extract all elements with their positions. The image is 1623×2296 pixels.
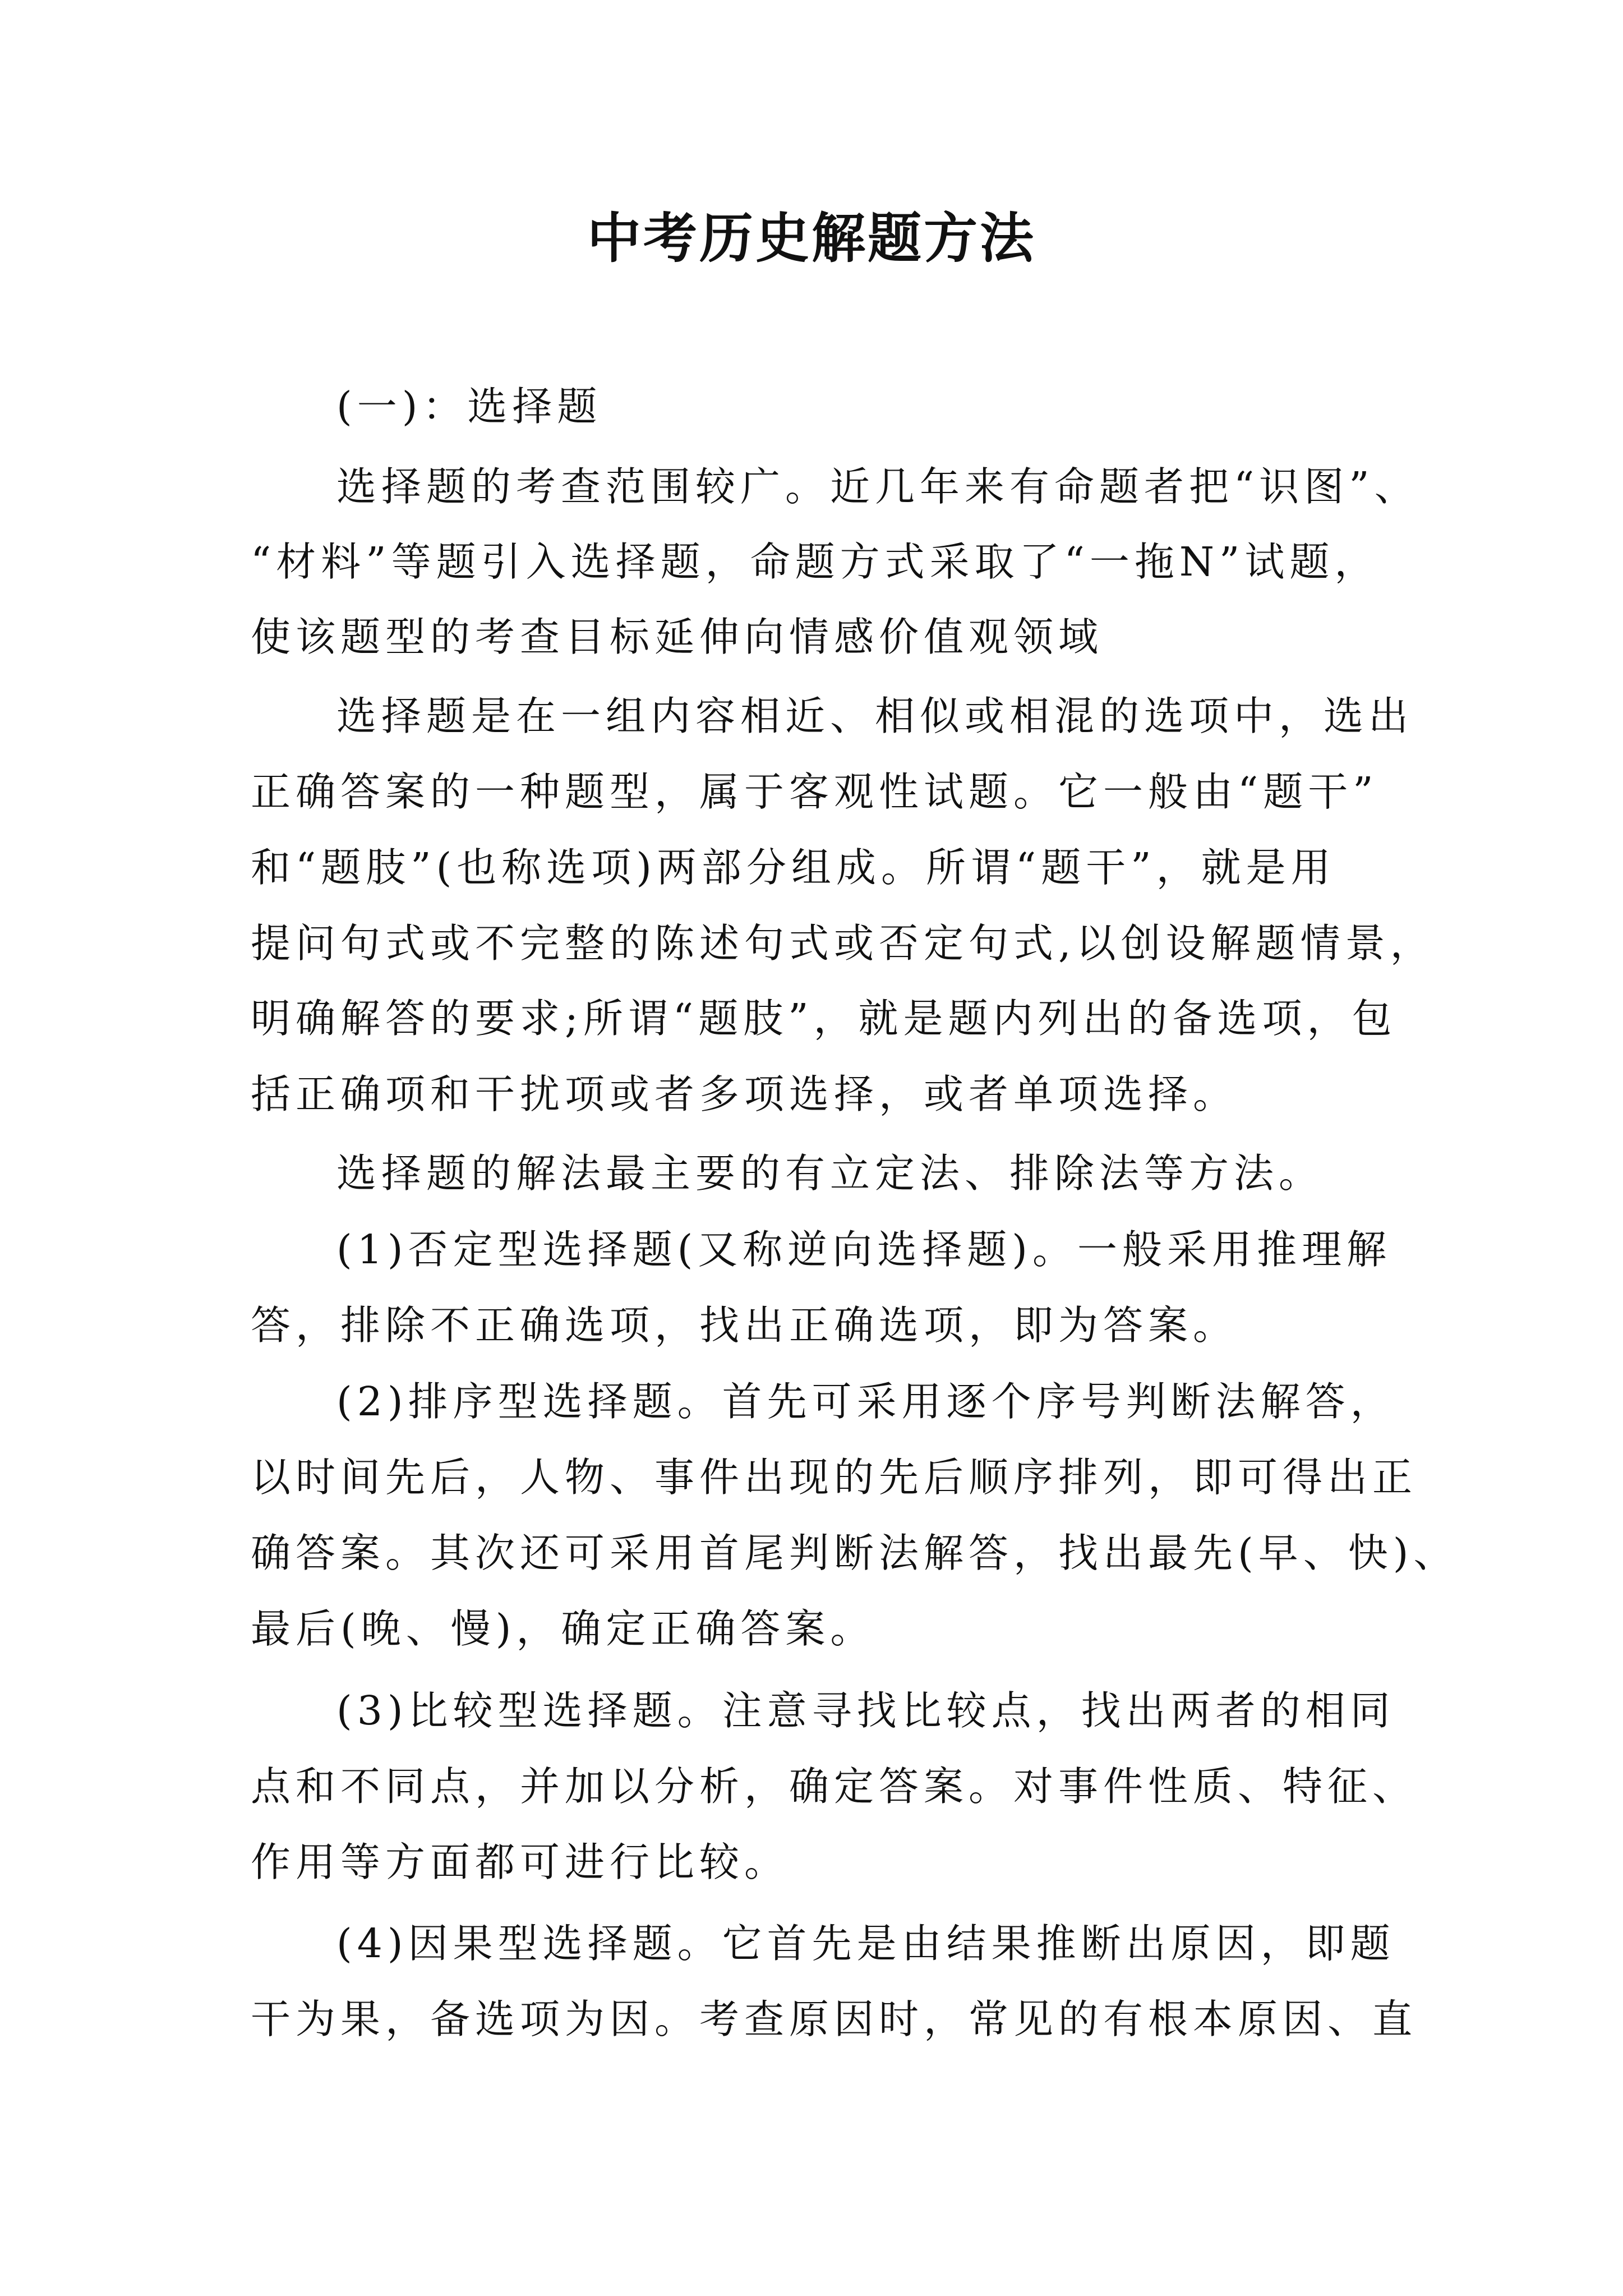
paragraph-line: (3)比较型选择题。注意寻找比较点，找出两者的相同 [336,1687,1395,1734]
paragraph-line: 提问句式或不完整的陈述句式或否定句式,以创设解题情景， [251,920,1435,967]
paragraph-line: (1)否定型选择题(又称逆向选择题)。一般采用推理解 [336,1226,1391,1273]
paragraph-line: 使该题型的考查目标延伸向情感价值观领域 [251,614,1104,660]
section-heading: (一)：选择题 [336,383,602,430]
paragraph-line: 选择题的解法最主要的有立定法、排除法等方法。 [336,1150,1324,1197]
paragraph-line: 确答案。其次还可采用首尾判断法解答，找出最先(早、快)、 [251,1530,1459,1576]
paragraph-line: 选择题是在一组内容相近、相似或相混的选项中，选出 [336,693,1414,739]
page-title: 中考历史解题方法 [587,207,1036,270]
paragraph-line: 和“题肢”(也称选项)两部分组成。所谓“题干”，就是用 [251,844,1336,891]
paragraph-line: 选择题的考查范围较广。近几年来有命题者把“识图”、 [336,463,1419,510]
paragraph-line: 干为果，备选项为因。考查原因时，常见的有根本原因、直 [251,1996,1418,2042]
paragraph-line: 点和不同点，并加以分析，确定答案。对事件性质、特征、 [251,1763,1418,1810]
paragraph-line: 最后(晚、慢)，确定正确答案。 [251,1605,875,1652]
paragraph-line: “材料”等题引入选择题，命题方式采取了“一拖N”试题， [251,539,1380,585]
paragraph-line: 以时间先后，人物、事件出现的先后顺序排列，即可得出正 [251,1454,1418,1501]
paragraph-line: 答，排除不正确选项，找出正确选项，即为答案。 [251,1302,1238,1349]
paragraph-line: (4)因果型选择题。它首先是由结果推断出原因，即题 [336,1920,1395,1967]
paragraph-line: 作用等方面都可进行比较。 [251,1839,790,1885]
paragraph-line: 明确解答的要求;所谓“题肢”，就是题内列出的备选项，包 [251,995,1397,1042]
paragraph-line: (2)排序型选择题。首先可采用逐个序号判断法解答， [336,1378,1395,1425]
paragraph-line: 正确答案的一种题型，属于客观性试题。它一般由“题干” [251,769,1378,815]
paragraph-line: 括正确项和干扰项或者多项选择，或者单项选择。 [251,1071,1238,1117]
